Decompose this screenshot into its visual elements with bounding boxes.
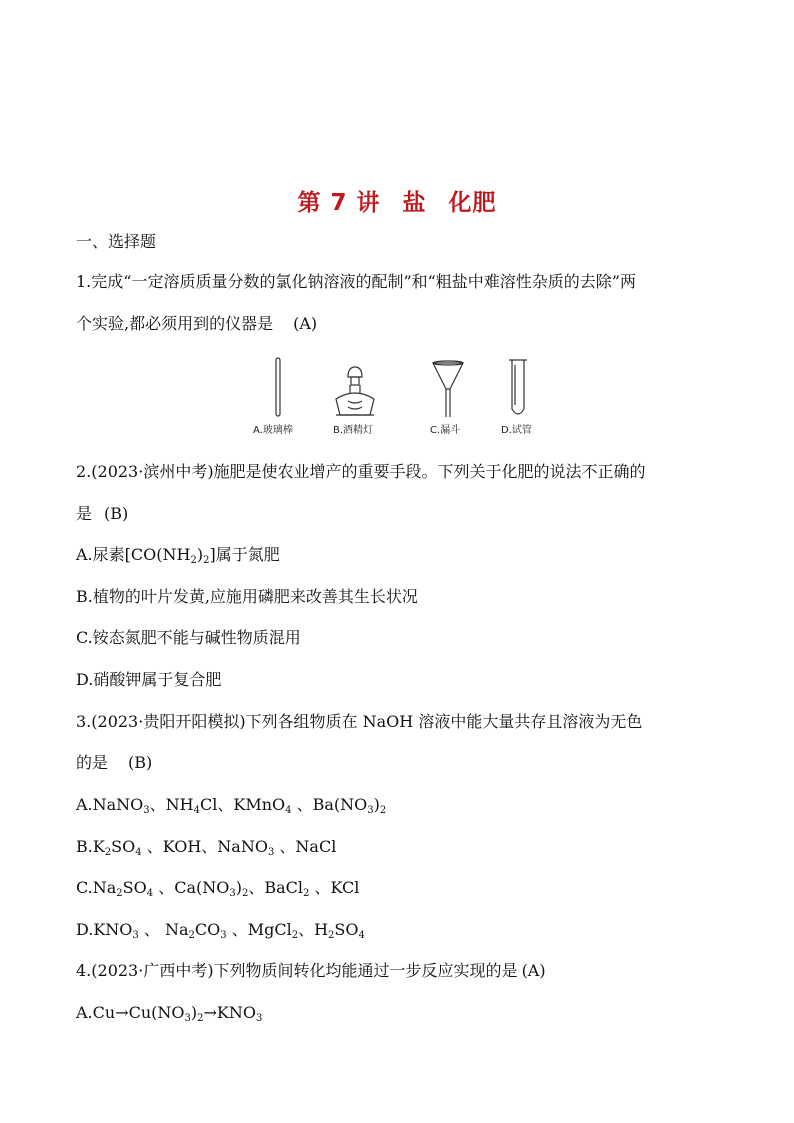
title-fertilizer: 化肥 (448, 190, 497, 216)
section-heading: 一、选择题 (76, 232, 157, 251)
q1-answer: (A) (293, 314, 318, 333)
title-salt: 盐 (402, 190, 427, 216)
q4-line1 (76, 961, 546, 981)
q3-line1: 3.(2023·贵阳开阳模拟)下列各组物质在 NaOH 溶液中能大量共存且溶液为无色 (76, 712, 643, 731)
q2-line1: 2.(2023·滨州中考)施肥是使农业增产的重要手段。下列关于化肥的说法不正确的 (76, 462, 646, 481)
q2-text: 是 (76, 504, 93, 523)
q4-answer: (A) (521, 961, 546, 980)
alcohol-lamp-icon (336, 367, 374, 415)
caption-glass-rod: A.玻璃棒 (253, 425, 293, 436)
funnel-icon (433, 361, 463, 417)
title-lesson: 第 7 讲 (297, 190, 381, 216)
q1-line2 (76, 314, 317, 334)
q3-option-a: A.NaNO$_3$、$NH_4Cl$、KMnO$_4$ 、$Ba(NO_3)_2$ (76, 795, 387, 816)
q3-option-b: $B.K_2SO_4$ 、KOH、NaNO$_3$ 、NaCl (76, 837, 337, 858)
q2-option-c: C.铵态氮肥不能与碱性物质混用 (76, 628, 301, 647)
q2-option-b: B.植物的叶片发黄,应施用磷肥来改善其生长状况 (76, 587, 418, 606)
q4-text: 4.(2023·广西中考)下列物质间转化均能通过一步反应实现的是 (76, 961, 518, 980)
q1-text: 个实验,都必须用到的仪器是 (76, 314, 274, 333)
q2-option-d: D.硝酸钾属于复合肥 (76, 670, 222, 689)
q3-answer: (B) (128, 753, 153, 772)
caption-test-tube: D.试管 (501, 425, 532, 436)
q4-option-a: $A.Cu\to Cu(NO_3)_2\to KNO_3$ (76, 1003, 263, 1024)
page-title (0, 184, 794, 217)
q2-answer: (B) (104, 504, 129, 523)
q3-option-c: $C.Na_2SO_4$ 、$Ca(NO_3)_2$、BaCl$_2$ 、KCl (76, 878, 360, 899)
caption-funnel: C.漏斗 (430, 425, 461, 436)
test-tube-icon (509, 360, 527, 414)
q3-text: 的是 (76, 753, 109, 772)
q1-line1: 1.完成“一定溶质质量分数的氯化钠溶液的配制”和“粗盐中难溶性杂质的去除”两 (76, 272, 636, 291)
q3-option-d: $D.KNO_3$ 、 $Na_2CO_3$ 、MgCl$_2$、$H_2SO_4$ (76, 920, 365, 941)
glass-rod-icon (276, 358, 280, 416)
q3-line2 (76, 753, 152, 773)
q2-line2 (76, 504, 128, 524)
q2-option-a: A.尿素$[CO(NH_2)_2]$属于氮肥 (76, 545, 280, 566)
caption-alcohol-lamp: B.酒精灯 (333, 425, 374, 436)
